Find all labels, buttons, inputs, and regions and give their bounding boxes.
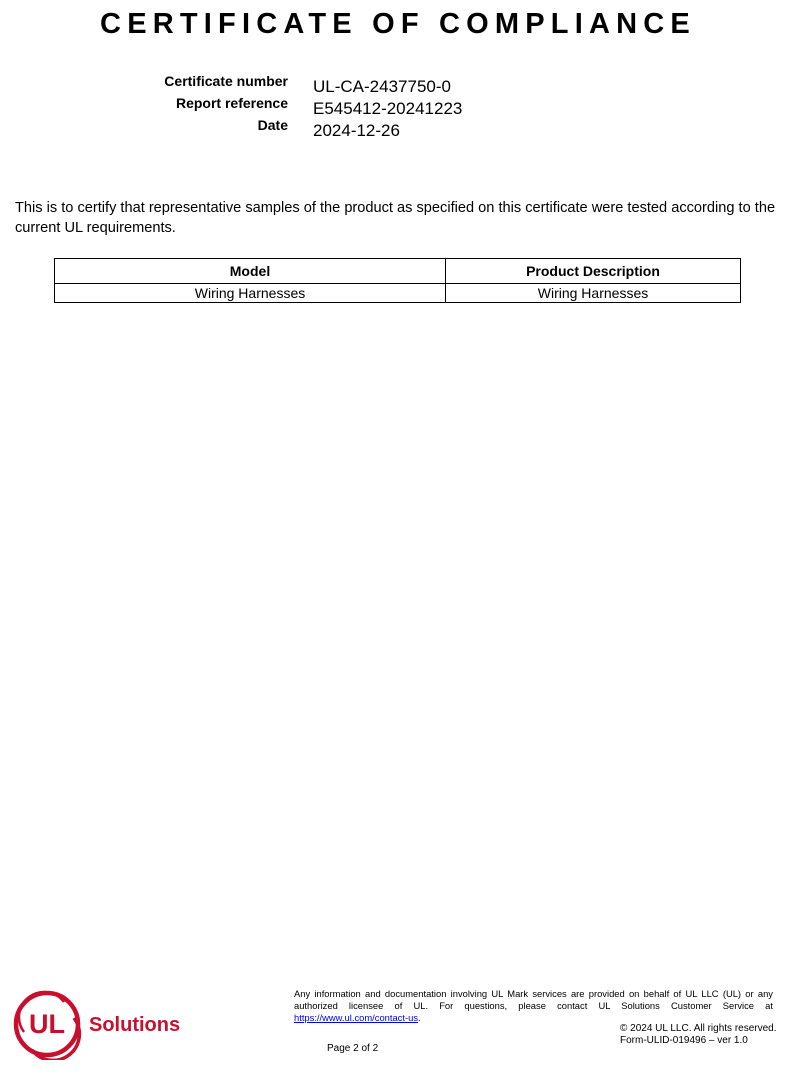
column-header-model: Model — [55, 259, 446, 284]
logo-mark-text: UL — [29, 1009, 65, 1039]
page-number: Page 2 of 2 — [327, 1043, 379, 1054]
form-id: Form-ULID-019496 – ver 1.0 — [620, 1035, 748, 1046]
ul-solutions-logo — [12, 988, 182, 1060]
table-cell-product-description: Wiring Harnesses — [446, 284, 741, 303]
contact-us-link[interactable]: https://www.ul.com/contact-us — [294, 1012, 419, 1023]
meta-value: E545412-20241223 — [313, 99, 463, 118]
disclaimer-text: Any information and documentation involving UL Mark services are provided on behalf of UL LLC (UL) or any authorized licensee of UL. For questions, please contact UL Solutions Customer Service at — [294, 988, 773, 1011]
logo-wordmark: Solutions — [89, 1014, 181, 1036]
disclaimer-period: . — [418, 1012, 421, 1023]
meta-label: Certificate number — [164, 73, 288, 89]
meta-label: Date — [257, 117, 288, 133]
footer-disclaimer — [294, 988, 773, 1024]
table-row — [55, 284, 741, 303]
meta-value: UL-CA-2437750-0 — [313, 77, 451, 96]
certification-statement: This is to certify that representative samples of the product as specified on this certificate were tested according to the current UL requirements. — [15, 200, 776, 236]
copyright-notice: © 2024 UL LLC. All rights reserved. — [620, 1023, 777, 1034]
certificate-title: CERTIFICATE OF COMPLIANCE — [100, 8, 696, 40]
meta-row-report-reference — [0, 95, 800, 117]
meta-row-certificate-number — [0, 73, 800, 95]
meta-value: 2024-12-26 — [313, 121, 400, 140]
table-header-row — [55, 259, 741, 284]
table-cell-model: Wiring Harnesses — [55, 284, 446, 303]
meta-row-date — [0, 117, 800, 139]
product-table — [54, 258, 741, 303]
meta-label: Report reference — [175, 95, 288, 111]
column-header-product-description: Product Description — [446, 259, 741, 284]
